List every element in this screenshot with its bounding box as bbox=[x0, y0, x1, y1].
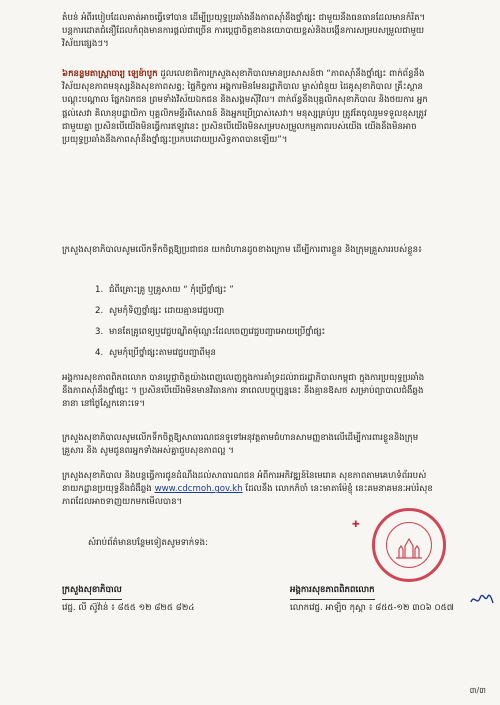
list-item: 4. សូមកុំប្រើថ្នាំផ្សះតាមវេជ្ជបញ្ជាពីមុន bbox=[95, 347, 216, 358]
contact-left bbox=[62, 582, 232, 616]
page-number: ៣/៣ bbox=[469, 686, 486, 695]
ministry-phone: វេជ្ជ. លី ស៊ូវ៉ាន់ ៖ ៨៥៥ ១២ ៨២៥ ៨២៤ bbox=[62, 603, 195, 613]
request-list bbox=[95, 280, 425, 364]
list-item: 3. មានតែគ្រូពេទ្យឬវេជ្ជបណ្ឌិតមុំល្អោះដែលចេញវេជ្ជបញ្ជាអោយប្រើថ្នាំផ្សះ bbox=[95, 326, 326, 337]
department-title: អង្គការសុខភាពពិភពលោក bbox=[290, 582, 375, 600]
paragraph-intro: តំបន់ អំពីរបៀបដែលគាត់អាចធ្វើទៅបាន ដើម្បីប្រយុទ្ធប្រឆាំងនឹងភាពស៊ាំនឹងថ្នាំផ្សះ ជាមួយនឹងធនធានដែលមានកំរិត។ បន្តការដោតជំនឿដែលកំពុងមានការផ្តល់ជាច្រើន ការប្តេជ្ញាចិត្តខាងនយោបាយខ្ពស់និងបង្កើនការសម្របសម្រួលជាមួយវិស័យផ្សេងៗ។ bbox=[62, 13, 426, 50]
list-item: 1. ជំពីគ្រោះគ្រូ ឬគ្រូសាយ “ កុំប្រើថ្នាំផ្សះ ” bbox=[95, 284, 234, 295]
angkor-temple-icon bbox=[394, 537, 424, 559]
quote-body: ដួលលេខាធិការក្រសួងសុខាភិបាលមានប្រសាសន៍ថា “ភាពស៊ាំនឹងថ្នាំផ្សះ ពាក់ព័ន្ធនឹងវិស័យសុខភាពមនុស្សនិងសុខភាពសត្វ; ផ្ទៃកិច្ចការ អង្គការមិនមែនរដ្ឋាភិបាល ម្ចាស់ជំនួយ ដៃគូសុខាភិបាល គ្រឹះស្ថានបណ្តុះបណ្តាល ផ្នែកឯកជន ព្រមទាំងវិស័យឯកជន និងសង្គមស៊ីវិល។ ពាក់ព័ន្ធនឹងបុគ្គលិកសុខាភិបាល និងថយការ អ្នកផ្តល់សេវា គិលានុបដ្ឋាយិកា បុគ្គលិកមន្ទីរពិសោធន៍ និងអ្នកប្រើប្រាស់សេវា។ មនុស្សគ្រប់រូប ត្រូវតែចូលរួមទទួលខុសត្រូវជាមួយគ្នា ប្រសិនបើយើងមិនធ្វើការឥឡូវនេះ ប្រសិនបើយើងមិនសម្របសម្រួលកម្មភាពរបស់យើង យើងនឹងមិនអាចប្រយុទ្ធប្រឆាំងនឹងភាពស៊ាំនឹងថ្នាំផ្សះប្រកបដោយប្រសិទ្ធភាពបានឡើយ”។ bbox=[62, 69, 428, 146]
paragraph-media: ក្រសួងសុខាភិបាលសូមលើកទឹកចិត្តឱ្យសាធារណជនទូទៅអនុវត្តតាមជំហានសាមញ្ញខាងលើដើម្បីការពារខ្លួននិងក្រុមគ្រួសារ និង សូមជូនពរអ្នកទាំងអស់គ្នាជួបសុខភាពល្អ ។ bbox=[62, 433, 419, 457]
quote-heading: ៦កនន្លមតាស្ត្រាចារ្យ ឡេខ៉ាបូក bbox=[62, 69, 158, 79]
ministry-title: ក្រសួងសុខាភិបាល bbox=[62, 582, 122, 600]
contact-right bbox=[290, 582, 470, 616]
department-phone: លោកវេជ្ជ. អាឡិច កុស្តា ៖ ៨៥៥-១២ ៣០៦ ០៥៧ bbox=[290, 603, 454, 613]
paragraph-quote bbox=[62, 68, 434, 147]
list-item: 2. សូមកុំទិញថ្នាំផ្សះ ដោយគ្មានវេជ្ជបញ្ជា bbox=[95, 305, 225, 316]
paragraph-pharmacy: អង្គការសុខភាពពិភពលោក បានប្តេជ្ញាចិត្តយ៉ាងពេញលេញក្នុងការគាំទ្រដល់រាជរដ្ឋាភិបាលកម្ពុជា ក្នុងការប្រយុទ្ធប្រឆាំងនឹងភាពស៊ាំនឹងថ្នាំផ្សះ ។ ប្រសិនបើយើងមិនមានវិធានការ នាពេលបច្ចុប្បន្ននេះ នឹងគ្មានឱសថ សម្រាប់ព្យាបាលជំងឺឆ្លងនានា នៅថ្ងៃស្អែកនោះទេ។ bbox=[62, 373, 425, 410]
paragraph-website: ក្រសួងសុខាភិបាល និងបន្តធ្វើការជូនដំណឹងដល់សាធារណជន អំពីការអភិវឌ្ឍន៍នៃមេរោគ សុខភាពតាមគេហទំព័ររបស់ នាយកដ្ឋានប្រយុទ្ធនឹងជំងឺឆ្លង www.cdcmoh.gov.kh ដែលនឹង លោកក៏ចាំ នេះមាតាម៉ែខ្ញុំ នេះគមនាគមនៈអប់រំសុខភាពដែលអាចទាញយកមកមើលបាន។ bbox=[62, 471, 433, 508]
website-link[interactable]: www.cdcmoh.gov.kh bbox=[154, 484, 243, 495]
ministry-seal-icon bbox=[372, 508, 446, 582]
signature-icon bbox=[470, 590, 494, 608]
paragraph-contact: សំរាប់ព័ត៌មានបន្ថែមទៀតសូមទាក់ទង: bbox=[88, 538, 209, 548]
cross-mark-icon: ✚ bbox=[352, 520, 360, 530]
paragraph-request: ក្រសួងសុខាភិបាលសូមលើកទឹកចិត្តឱ្យប្រជាជន យកជំហានដូចខាងក្រោម ដើម្បីការពារខ្លួន និងក្រុមគ្រួសាររបស់ខ្លួន៖ bbox=[62, 245, 422, 255]
